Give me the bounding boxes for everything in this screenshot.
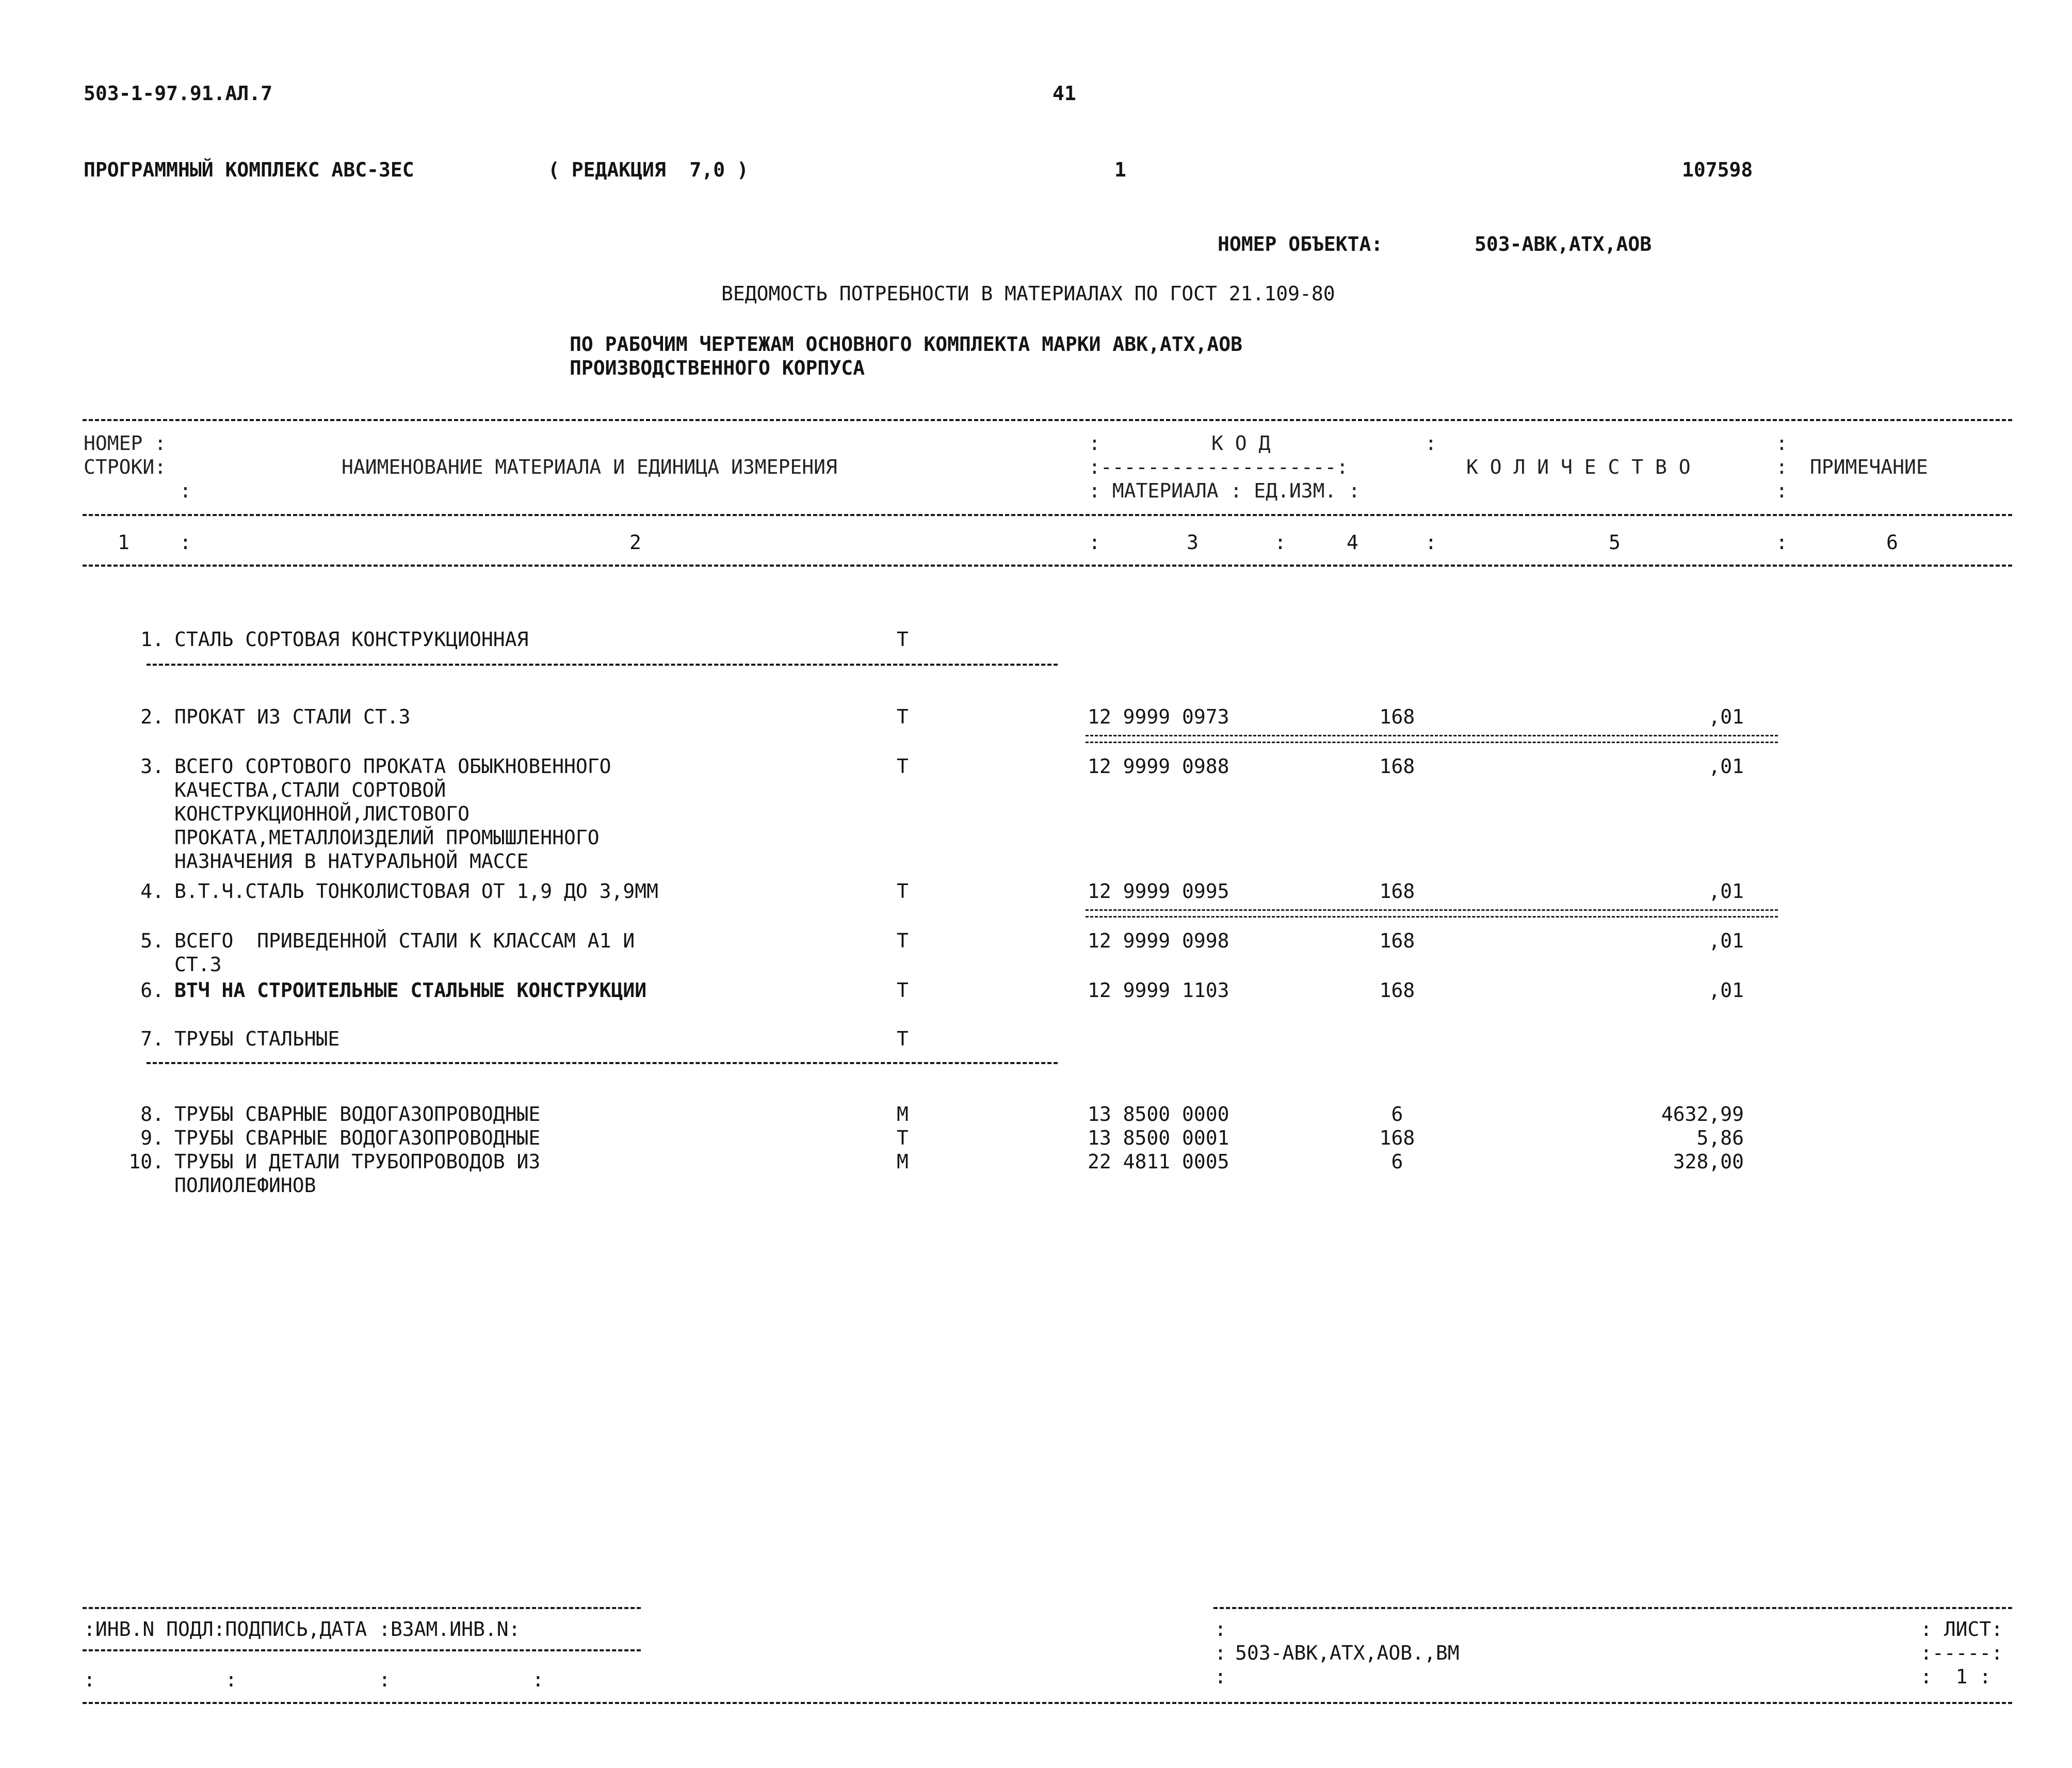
group-underline xyxy=(147,664,1058,666)
row-quantity: 4632,99 xyxy=(1661,1103,1744,1126)
row-number: 9. xyxy=(140,1127,164,1149)
stamp-right-colon: : xyxy=(1215,1642,1226,1664)
row-material-code: 12 9999 0998 xyxy=(1088,929,1229,952)
row-number: 5. xyxy=(140,929,164,952)
row-unit: Т xyxy=(897,1027,909,1050)
row-number: 8. xyxy=(140,1103,164,1126)
sheet-index: 1 xyxy=(1114,158,1126,181)
group-underline xyxy=(147,1062,1058,1064)
row-quantity: ,01 xyxy=(1708,929,1744,952)
row-number: 3. xyxy=(140,755,164,778)
row-name-line: СТАЛЬ СОРТОВАЯ КОНСТРУКЦИОННАЯ xyxy=(174,628,529,651)
row-unit: Т xyxy=(897,929,909,952)
row-name-line: В.Т.Ч.СТАЛЬ ТОНКОЛИСТОВАЯ ОТ 1,9 ДО 3,9ММ xyxy=(174,880,658,903)
row-material-code: 13 8500 0001 xyxy=(1088,1127,1229,1149)
row-material-code: 22 4811 0005 xyxy=(1088,1150,1229,1173)
row-material-code: 13 8500 0000 xyxy=(1088,1103,1229,1126)
row-quantity: ,01 xyxy=(1708,979,1744,1002)
row-quantity: ,01 xyxy=(1708,880,1744,903)
row-unit: Т xyxy=(897,705,909,728)
title-line-3: ПРОИЗВОДСТВЕННОГО КОРПУСА xyxy=(570,357,865,379)
header-colon: : xyxy=(1425,432,1437,455)
header-code-sep: :--------------------: xyxy=(1089,456,1349,478)
row-unit-code: 168 xyxy=(1379,979,1415,1002)
row-unit: Т xyxy=(897,628,909,651)
col-number-5: 5 xyxy=(1609,531,1621,554)
header-note: ПРИМЕЧАНИЕ xyxy=(1810,456,1928,478)
header-bottom-rule xyxy=(83,565,2012,567)
object-value: 503-АВК,АТХ,АОВ xyxy=(1475,233,1652,255)
row-unit-code: 168 xyxy=(1379,1127,1415,1149)
stamp-right-colon: : xyxy=(1215,1665,1226,1688)
double-rule xyxy=(1086,909,1778,918)
double-rule xyxy=(1086,735,1778,743)
row-unit: М xyxy=(897,1150,909,1173)
row-name-line: ТРУБЫ СТАЛЬНЫЕ xyxy=(174,1027,340,1050)
doc-code: 503-1-97.91.АЛ.7 xyxy=(84,82,273,105)
row-unit: Т xyxy=(897,979,909,1002)
page-number: 41 xyxy=(1053,82,1076,105)
row-name-line: ПОЛИОЛЕФИНОВ xyxy=(174,1174,316,1197)
row-material-code: 12 9999 0973 xyxy=(1088,705,1229,728)
row-number: 1. xyxy=(140,628,164,651)
row-name-line: НАЗНАЧЕНИЯ В НАТУРАЛЬНОЙ МАССЕ xyxy=(174,850,529,873)
row-unit-code: 168 xyxy=(1379,705,1415,728)
row-name-line: ВСЕГО СОРТОВОГО ПРОКАТА ОБЫКНОВЕННОГО xyxy=(174,755,611,778)
object-label: НОМЕР ОБЪЕКТА: xyxy=(1218,233,1383,255)
header-code-sub: : МАТЕРИАЛА : ЕД.ИЗМ. : xyxy=(1089,479,1361,502)
job-number: 107598 xyxy=(1682,158,1753,181)
row-name-line: КАЧЕСТВА,СТАЛИ СОРТОВОЙ xyxy=(174,779,446,801)
program-edition: ( РЕДАКЦИЯ 7,0 ) xyxy=(548,158,749,181)
row-number: 7. xyxy=(140,1027,164,1050)
stamp-right-colon: : xyxy=(1215,1618,1226,1641)
row-quantity: 328,00 xyxy=(1673,1150,1744,1173)
row-name-line: ВСЕГО ПРИВЕДЕННОЙ СТАЛИ К КЛАССАМ А1 И xyxy=(174,929,635,952)
row-unit: М xyxy=(897,1103,909,1126)
row-name-line: СТ.3 xyxy=(174,953,222,976)
col-separator: : xyxy=(180,531,191,554)
col-separator: : xyxy=(1089,531,1100,554)
header-colon: : xyxy=(1776,432,1788,455)
header-row-no-1: НОМЕР : xyxy=(84,432,167,455)
col-number-2: 2 xyxy=(629,531,641,554)
row-unit-code: 168 xyxy=(1379,929,1415,952)
row-unit: Т xyxy=(897,755,909,778)
page-bottom-rule xyxy=(83,1702,2012,1704)
col-separator: : xyxy=(1425,531,1437,554)
table-top-rule xyxy=(83,419,2012,421)
header-quantity: К О Л И Ч Е С Т В О xyxy=(1466,456,1691,478)
row-material-code: 12 9999 0988 xyxy=(1088,755,1229,778)
col-separator: : xyxy=(1274,531,1286,554)
row-name-line: ТРУБЫ И ДЕТАЛИ ТРУБОПРОВОДОВ ИЗ xyxy=(174,1150,541,1173)
row-number: 6. xyxy=(140,979,164,1002)
stamp-sheet-label: : ЛИСТ: xyxy=(1920,1618,2003,1641)
header-mid-rule xyxy=(83,514,2012,516)
row-name-line: ПРОКАТА,МЕТАЛЛОИЗДЕЛИЙ ПРОМЫШЛЕННОГО xyxy=(174,826,600,849)
header-colon: : xyxy=(1776,456,1788,478)
row-unit-code: 6 xyxy=(1391,1103,1403,1126)
row-quantity: ,01 xyxy=(1708,755,1744,778)
program-name: ПРОГРАММНЫЙ КОМПЛЕКС АВС-3ЕС xyxy=(84,158,414,181)
col-separator: : xyxy=(1776,531,1788,554)
row-number: 4. xyxy=(140,880,164,903)
stamp-left-top-rule xyxy=(83,1607,641,1609)
row-unit: Т xyxy=(897,1127,909,1149)
stamp-sheet-value: : 1 : xyxy=(1920,1665,1992,1688)
row-number: 2. xyxy=(140,705,164,728)
header-code: К О Д xyxy=(1211,432,1271,455)
row-quantity: 5,86 xyxy=(1696,1127,1744,1149)
row-material-code: 12 9999 1103 xyxy=(1088,979,1229,1002)
header-colon: : xyxy=(1776,479,1788,502)
row-name-line: КОНСТРУКЦИОННОЙ,ЛИСТОВОГО xyxy=(174,802,470,825)
row-unit-code: 168 xyxy=(1379,880,1415,903)
row-name-line: ВТЧ НА СТРОИТЕЛЬНЫЕ СТАЛЬНЫЕ КОНСТРУКЦИИ xyxy=(174,979,647,1002)
stamp-designation: 503-АВК,АТХ,АОВ.,ВМ xyxy=(1235,1642,1460,1664)
row-name-line: ТРУБЫ СВАРНЫЕ ВОДОГАЗОПРОВОДНЫЕ xyxy=(174,1103,541,1126)
row-name-line: ПРОКАТ ИЗ СТАЛИ СТ.3 xyxy=(174,705,411,728)
row-unit-code: 6 xyxy=(1391,1150,1403,1173)
header-row-no-2: СТРОКИ: xyxy=(84,456,167,478)
stamp-left-header: :ИНВ.N ПОДЛ:ПОДПИСЬ,ДАТА :ВЗАМ.ИНВ.N: xyxy=(84,1618,521,1641)
row-unit-code: 168 xyxy=(1379,755,1415,778)
col-number-3: 3 xyxy=(1187,531,1199,554)
row-number: 10. xyxy=(128,1150,164,1173)
row-quantity: ,01 xyxy=(1708,705,1744,728)
header-name: НАИМЕНОВАНИЕ МАТЕРИАЛА И ЕДИНИЦА ИЗМЕРЕНИЯ xyxy=(342,456,837,478)
col-number-6: 6 xyxy=(1886,531,1898,554)
stamp-right-top-rule xyxy=(1213,1607,2012,1609)
col-number-4: 4 xyxy=(1347,531,1358,554)
stamp-left-mid-rule xyxy=(83,1649,641,1651)
title-line-2: ПО РАБОЧИМ ЧЕРТЕЖАМ ОСНОВНОГО КОМПЛЕКТА МАРКИ АВК,АТХ,АОВ xyxy=(570,333,1243,356)
row-name-line: ТРУБЫ СВАРНЫЕ ВОДОГАЗОПРОВОДНЫЕ xyxy=(174,1127,541,1149)
title-line-1: ВЕДОМОСТЬ ПОТРЕБНОСТИ В МАТЕРИАЛАХ ПО ГОСТ 21.109-80 xyxy=(721,282,1335,305)
header-row-no-3: : xyxy=(180,479,191,502)
header-colon: : xyxy=(1089,432,1100,455)
stamp-left-cells: : : : : xyxy=(84,1668,544,1691)
row-unit: Т xyxy=(897,880,909,903)
stamp-sheet-separator: :-----: xyxy=(1920,1642,2003,1664)
col-number-1: 1 xyxy=(118,531,130,554)
row-material-code: 12 9999 0995 xyxy=(1088,880,1229,903)
